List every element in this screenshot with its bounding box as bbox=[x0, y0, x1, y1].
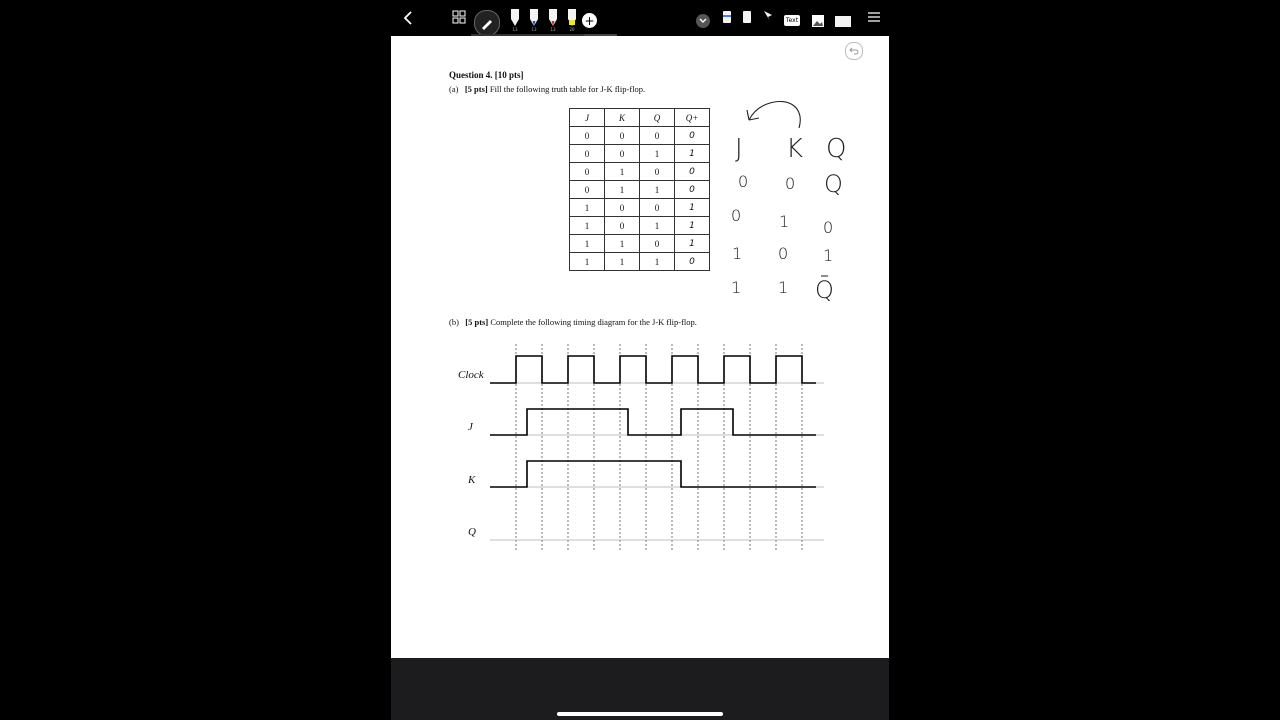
eraser-alt-icon[interactable] bbox=[742, 10, 752, 24]
header-j: J bbox=[570, 109, 605, 127]
header-q: Q bbox=[640, 109, 675, 127]
document-page[interactable] bbox=[391, 36, 889, 658]
cell: 0 bbox=[605, 127, 640, 145]
part-a-prompt bbox=[449, 84, 645, 94]
note-cell: Q bbox=[824, 170, 843, 198]
cell: 0 bbox=[605, 145, 640, 163]
timing-waveforms bbox=[486, 336, 876, 556]
grid-view-icon[interactable] bbox=[451, 9, 467, 25]
note-cell: 1 bbox=[823, 246, 834, 265]
part-b-prefix: (b) bbox=[449, 317, 459, 327]
answer-cell[interactable]: 1 bbox=[675, 235, 710, 253]
back-chevron-icon[interactable] bbox=[399, 8, 417, 28]
cell: 0 bbox=[605, 217, 640, 235]
header-k: K bbox=[605, 109, 640, 127]
cell: 1 bbox=[605, 253, 640, 271]
cell: 1 bbox=[570, 235, 605, 253]
question-title: Question 4. [10 pts] bbox=[449, 70, 524, 80]
note-header-k: K bbox=[786, 134, 804, 164]
note-cell: 1 bbox=[779, 212, 790, 231]
annotation-toolbar bbox=[391, 0, 889, 36]
header-q-next: Q+ bbox=[675, 109, 710, 127]
note-cell: 0 bbox=[731, 206, 742, 225]
cell: 0 bbox=[640, 163, 675, 181]
cell: 1 bbox=[570, 253, 605, 271]
cell: 1 bbox=[640, 217, 675, 235]
menu-icon[interactable] bbox=[867, 10, 881, 24]
cell: 0 bbox=[570, 145, 605, 163]
text-tool-button[interactable] bbox=[784, 15, 800, 26]
cell: 1 bbox=[640, 145, 675, 163]
signal-label-clock: Clock bbox=[458, 369, 484, 381]
cell: 0 bbox=[570, 163, 605, 181]
note-header-j: J bbox=[735, 134, 743, 164]
note-cell: 0 bbox=[738, 172, 749, 191]
clock-edge-guides bbox=[516, 344, 802, 552]
note-cell: 0 bbox=[785, 174, 796, 193]
answer-cell[interactable]: 0 bbox=[675, 163, 710, 181]
cell: 0 bbox=[640, 199, 675, 217]
part-b-points: [5 pts] bbox=[465, 317, 489, 327]
table-row bbox=[570, 145, 710, 163]
cell: 1 bbox=[570, 217, 605, 235]
table-row bbox=[570, 199, 710, 217]
bottom-bar bbox=[391, 658, 889, 720]
cell: 0 bbox=[640, 127, 675, 145]
answer-cell[interactable]: 1 bbox=[675, 217, 710, 235]
pen-white-icon[interactable] bbox=[508, 8, 522, 32]
table-row bbox=[570, 163, 710, 181]
cell: 1 bbox=[640, 253, 675, 271]
part-a-prefix: (a) bbox=[449, 84, 459, 94]
cell: 0 bbox=[570, 127, 605, 145]
signal-label-j: J bbox=[468, 421, 473, 433]
truth-table-header bbox=[570, 109, 710, 127]
answer-cell[interactable]: 0 bbox=[675, 181, 710, 199]
highlighter-yellow-icon[interactable] bbox=[565, 8, 579, 32]
cell: 1 bbox=[605, 235, 640, 253]
cell: 1 bbox=[605, 163, 640, 181]
home-indicator[interactable] bbox=[557, 712, 723, 716]
note-cell: 1 bbox=[731, 278, 742, 297]
pen-red-icon[interactable] bbox=[546, 8, 560, 32]
cell: 0 bbox=[640, 235, 675, 253]
cell: 1 bbox=[640, 181, 675, 199]
table-row bbox=[570, 235, 710, 253]
answer-cell[interactable]: 0 bbox=[675, 127, 710, 145]
table-row bbox=[570, 217, 710, 235]
undo-icon[interactable] bbox=[845, 42, 863, 60]
curved-arrow-icon bbox=[739, 98, 809, 132]
note-cell: Q̄ bbox=[815, 276, 834, 304]
cell: 1 bbox=[570, 199, 605, 217]
lasso-tool-icon[interactable] bbox=[761, 8, 775, 24]
answer-cell[interactable]: 1 bbox=[675, 145, 710, 163]
cell: 0 bbox=[605, 199, 640, 217]
part-b-text: Complete the following timing diagram for the J-K flip-flop. bbox=[490, 317, 697, 327]
cell: 1 bbox=[605, 181, 640, 199]
pen-size-label: 20 bbox=[569, 26, 575, 32]
pen-blue-icon[interactable] bbox=[527, 8, 541, 32]
note-cell: 1 bbox=[732, 244, 743, 263]
handwritten-notes bbox=[731, 96, 856, 316]
pen-tool-icon[interactable] bbox=[474, 10, 500, 36]
eraser-icon[interactable] bbox=[722, 10, 732, 24]
table-row bbox=[570, 127, 710, 145]
note-header-q: Q bbox=[826, 134, 847, 164]
part-a-text: Fill the following truth table for J-K flip-flop. bbox=[489, 84, 646, 94]
truth-table bbox=[569, 108, 710, 271]
note-cell: 1 bbox=[778, 278, 789, 297]
note-cell: 0 bbox=[778, 244, 789, 263]
chevron-down-icon[interactable] bbox=[696, 14, 710, 28]
add-tool-icon[interactable]: + bbox=[582, 13, 597, 28]
signal-label-k: K bbox=[468, 474, 476, 486]
answer-cell[interactable]: 1 bbox=[675, 199, 710, 217]
part-a-points: [5 pts] bbox=[464, 84, 488, 94]
pen-size-label: 13 bbox=[512, 26, 518, 32]
clock-waveform bbox=[490, 356, 816, 383]
page-view-icon[interactable] bbox=[835, 14, 851, 28]
j-waveform bbox=[490, 409, 816, 435]
cell: 0 bbox=[570, 181, 605, 199]
answer-cell[interactable]: 0 bbox=[675, 253, 710, 271]
part-b-prompt bbox=[449, 317, 697, 327]
pen-size-label: 13 bbox=[550, 26, 556, 32]
table-row bbox=[570, 253, 710, 271]
table-row bbox=[570, 181, 710, 199]
signal-label-q: Q bbox=[468, 526, 476, 538]
image-tool-icon[interactable] bbox=[810, 13, 826, 29]
k-waveform bbox=[490, 461, 816, 487]
text-tool-label: Text bbox=[785, 17, 799, 24]
pen-size-label: 13 bbox=[531, 26, 537, 32]
note-cell: 0 bbox=[823, 218, 834, 237]
